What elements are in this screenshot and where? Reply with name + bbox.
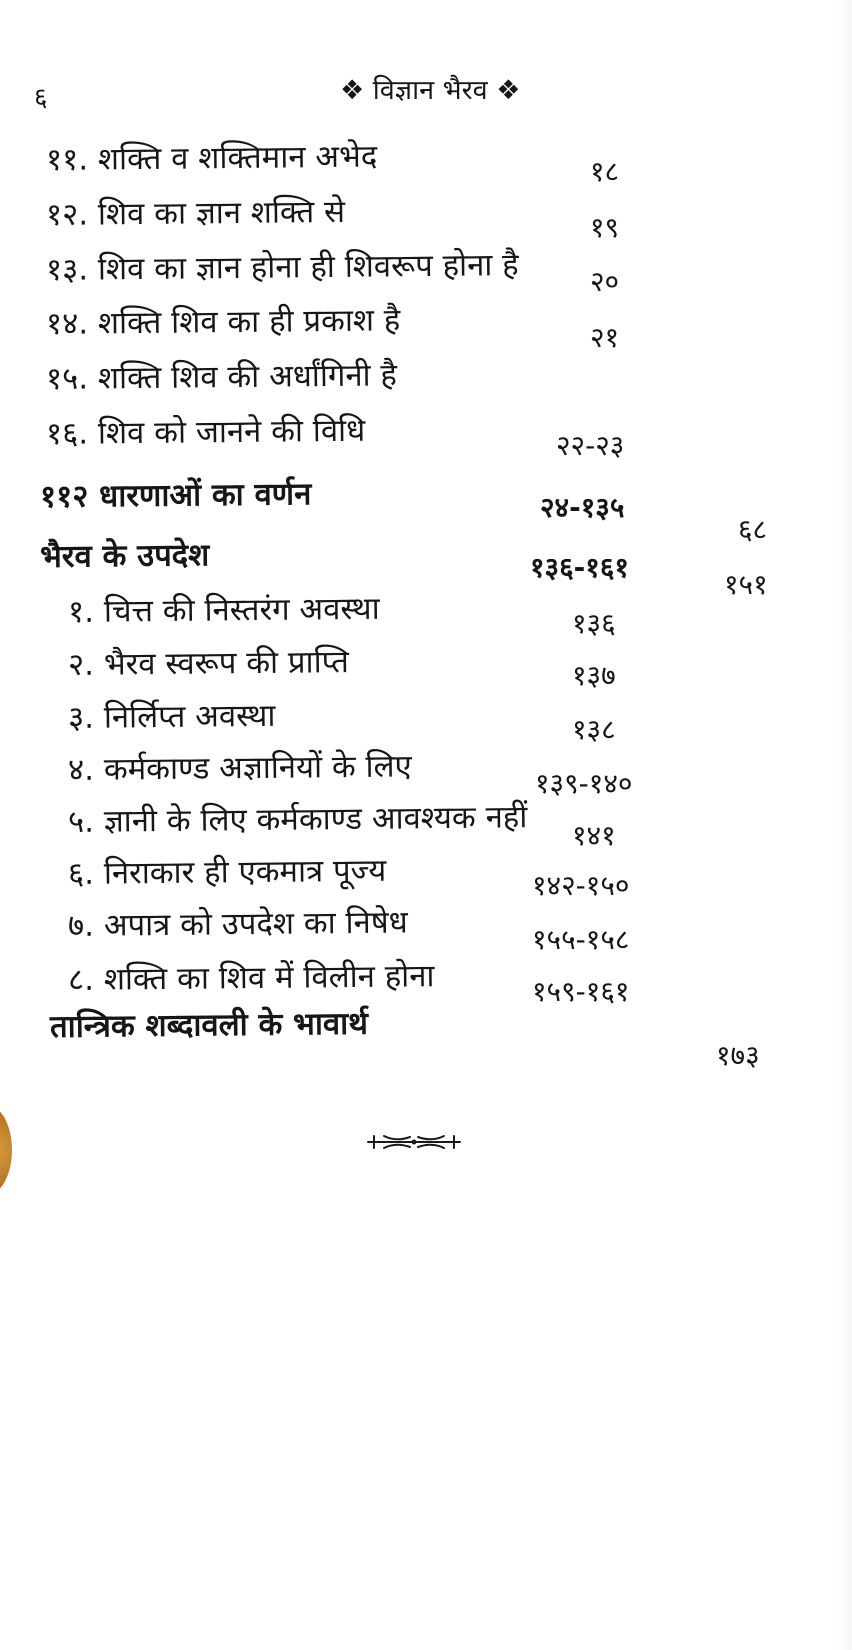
entry-page: १४२-१५०: [532, 869, 630, 902]
section-heading-title: तान्त्रिक शब्दावली के भावार्थ: [49, 1005, 369, 1045]
running-header: ❖ विज्ञान भैरव ❖: [340, 75, 521, 106]
section-heading-title: भैरव के उपदेश: [39, 537, 210, 575]
entry-page: १३६: [572, 607, 616, 640]
entry-page: १९: [590, 211, 620, 244]
entry-page: १३७: [572, 659, 616, 692]
entry-page: २१: [590, 321, 620, 354]
entry-page: २०: [590, 265, 620, 298]
entry-title: १४. शक्ति शिव का ही प्रकाश है: [45, 302, 401, 342]
entry-title: १. चित्त की निस्तरंग अवस्था: [67, 590, 380, 630]
entry-page: १३८: [572, 713, 616, 746]
entry-title: २. भैरव स्वरूप की प्राप्ति: [67, 644, 350, 683]
entry-page: १५५-१५८: [532, 923, 630, 956]
entry-title: १५. शक्ति शिव की अर्धांगिनी है: [45, 357, 398, 397]
margin-note: १५१: [724, 568, 768, 601]
margin-note: ६८: [738, 513, 768, 546]
entry-title: १६. शिव को जानने की विधि: [45, 412, 366, 452]
entry-page: १५९-१६१: [532, 975, 630, 1008]
entry-page: १३९-१४०: [535, 767, 633, 800]
page-number: ६: [34, 83, 48, 113]
entry-page: २२-२३: [556, 429, 625, 462]
entry-page: १४१: [572, 819, 616, 852]
section-heading-title: ११२ धारणाओं का वर्णन: [39, 476, 312, 515]
entry-title: ११. शक्ति व शक्तिमान अभेद: [45, 138, 378, 178]
entry-title: १२. शिव का ज्ञान शक्ति से: [45, 193, 346, 233]
entry-title: ६. निराकार ही एकमात्र पूज्य: [67, 852, 387, 892]
entry-page: २४-१३५: [540, 491, 625, 524]
margin-note: १७३: [716, 1039, 760, 1072]
entry-title: ७. अपात्र को उपदेश का निषेध: [67, 904, 408, 944]
entry-title: ३. निर्लिप्त अवस्था: [67, 697, 276, 736]
scan-shadow: [834, 0, 852, 1650]
entry-title: ४. कर्मकाण्ड अज्ञानियों के लिए: [67, 748, 412, 788]
ornament-divider: [364, 1130, 464, 1158]
page-edge-shadow: [0, 1105, 12, 1195]
entry-page: १३६-१६१: [530, 551, 629, 584]
entry-title: ८. शक्ति का शिव में विलीन होना: [67, 958, 435, 998]
entry-title: ५. ज्ञानी के लिए कर्मकाण्ड आवश्यक नहीं: [67, 799, 528, 840]
entry-title: १३. शिव का ज्ञान होना ही शिवरूप होना है: [45, 247, 519, 288]
entry-page: १८: [590, 155, 620, 188]
